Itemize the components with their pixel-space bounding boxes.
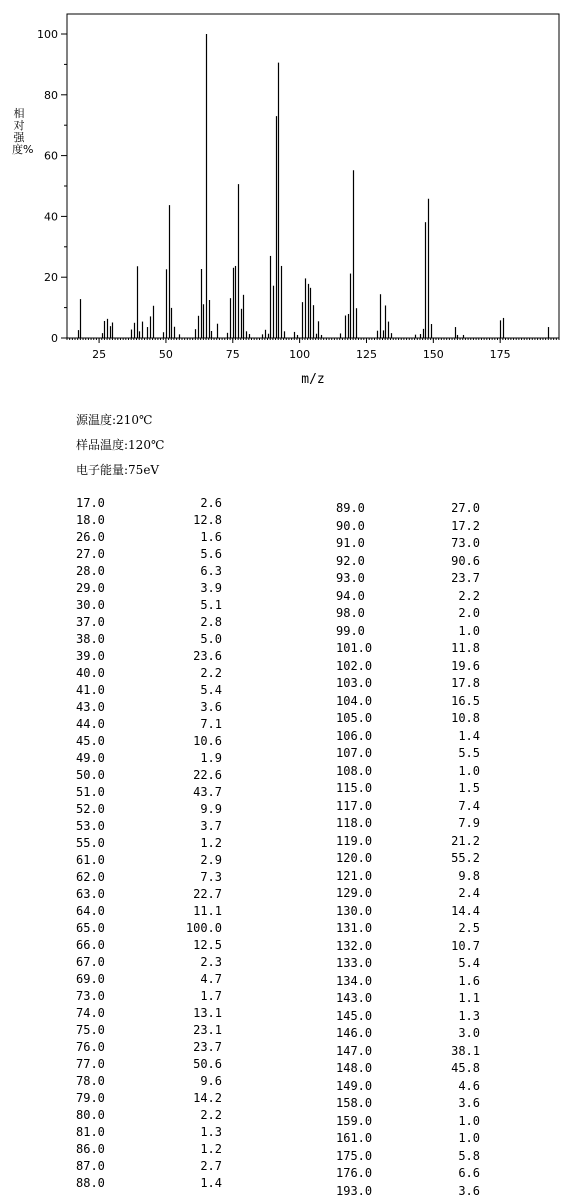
x-axis-label: m/z [301,372,325,387]
mz-value: 87.0 [76,1159,105,1173]
mz-value: 93.0 [336,571,365,585]
mz-value: 86.0 [76,1142,105,1156]
mz-value: 28.0 [76,564,105,578]
intensity-value: 3.6 [458,1096,480,1110]
mz-value: 89.0 [336,501,365,515]
mz-value: 175.0 [336,1148,373,1163]
mz-value: 64.0 [76,904,105,918]
intensity-value: 2.6 [200,496,222,510]
mz-value: 193.0 [336,1183,373,1198]
mz-value: 73.0 [76,989,105,1003]
intensity-value: 2.3 [200,955,222,969]
mz-value: 91.0 [336,536,365,550]
source-temperature: 源温度:210℃ [76,413,153,427]
intensity-value: 11.1 [193,904,222,918]
intensity-value: 7.4 [458,798,480,813]
mz-value: 98.0 [336,606,365,620]
intensity-value: 5.8 [458,1148,480,1163]
mz-value: 107.0 [336,746,373,760]
x-tick-label: 175 [489,348,511,361]
intensity-value: 45.8 [451,1061,480,1075]
intensity-value: 5.6 [200,547,222,561]
mz-value: 147.0 [336,1043,373,1058]
intensity-value: 1.0 [458,1113,480,1128]
intensity-value: 23.7 [451,571,480,585]
mz-value: 44.0 [76,717,105,731]
intensity-value: 6.3 [200,564,222,578]
mz-value: 63.0 [76,887,105,901]
mz-value: 80.0 [76,1108,105,1122]
mz-value: 50.0 [76,768,105,782]
intensity-value: 5.4 [200,683,222,697]
mz-value: 121.0 [336,868,373,883]
intensity-value: 11.8 [451,641,480,655]
intensity-value: 14.2 [193,1091,222,1105]
x-tick-label: 150 [422,348,444,361]
x-tick-label: 50 [158,348,173,361]
mz-value: 55.0 [76,836,105,850]
intensity-value: 5.5 [458,746,480,760]
intensity-value: 10.6 [193,734,222,748]
x-tick-label: 25 [92,348,107,361]
intensity-value: 1.2 [200,1142,222,1156]
mz-value: 51.0 [76,785,105,799]
mz-value: 40.0 [76,666,105,680]
intensity-value: 2.2 [200,666,222,680]
mz-value: 104.0 [336,693,373,708]
intensity-value: 1.1 [458,991,480,1005]
mz-value: 78.0 [76,1074,105,1088]
mz-value: 145.0 [336,1008,373,1023]
x-tick-label: 75 [225,348,240,361]
intensity-value: 55.2 [451,851,480,865]
mz-value: 106.0 [336,728,373,743]
mz-value: 53.0 [76,819,105,833]
intensity-value: 27.0 [451,501,480,515]
mz-value: 39.0 [76,649,105,663]
mz-value: 94.0 [336,588,365,603]
mz-value: 149.0 [336,1078,373,1093]
intensity-value: 21.2 [451,833,480,848]
intensity-value: 3.9 [200,581,222,595]
x-tick-label: 125 [355,348,377,361]
mz-value: 67.0 [76,955,105,969]
intensity-value: 5.4 [458,956,480,970]
intensity-value: 22.6 [193,768,222,782]
intensity-value: 3.0 [458,1026,480,1040]
intensity-value: 1.3 [200,1125,222,1139]
mz-value: 131.0 [336,921,373,935]
intensity-value: 4.6 [458,1078,480,1093]
intensity-value: 17.8 [451,676,480,690]
x-tick-label: 100 [289,348,311,361]
mz-value: 132.0 [336,938,373,953]
mz-value: 88.0 [76,1176,105,1190]
mz-value: 74.0 [76,1006,105,1020]
intensity-value: 2.8 [200,615,222,629]
mz-value: 81.0 [76,1125,105,1139]
intensity-value: 23.6 [193,649,222,663]
intensity-value: 2.0 [458,606,480,620]
intensity-value: 10.7 [451,938,480,953]
intensity-value: 1.0 [458,623,480,638]
mz-value: 159.0 [336,1113,373,1128]
mz-value: 120.0 [336,851,373,865]
mz-value: 102.0 [336,658,373,673]
sample-temperature: 样品温度:120℃ [76,438,165,452]
intensity-value: 19.6 [451,658,480,673]
intensity-value: 1.3 [458,1008,480,1023]
mz-value: 49.0 [76,751,105,765]
mz-value: 52.0 [76,802,105,816]
intensity-value: 1.4 [458,728,480,743]
intensity-value: 14.4 [451,903,480,918]
mz-value: 103.0 [336,676,373,690]
intensity-value: 2.2 [458,588,480,603]
intensity-value: 9.8 [458,868,480,883]
mz-value: 105.0 [336,711,373,725]
mz-value: 62.0 [76,870,105,884]
intensity-value: 1.5 [458,781,480,795]
intensity-value: 1.9 [200,751,222,765]
mz-value: 79.0 [76,1091,105,1105]
mz-value: 38.0 [76,632,105,646]
intensity-value: 7.1 [200,717,222,731]
intensity-value: 43.7 [193,785,222,799]
intensity-value: 7.3 [200,870,222,884]
intensity-value: 23.7 [193,1040,222,1054]
mz-value: 17.0 [76,496,105,510]
mz-value: 69.0 [76,972,105,986]
intensity-value: 9.6 [200,1074,222,1088]
y-tick-label: 80 [44,88,58,102]
y-axis-ticks [37,28,67,345]
mz-value: 146.0 [336,1026,373,1040]
mz-value: 37.0 [76,615,105,629]
mz-value: 117.0 [336,798,373,813]
intensity-value: 7.9 [458,816,480,830]
intensity-value: 3.6 [200,700,222,714]
intensity-value: 1.0 [458,763,480,778]
intensity-value: 2.7 [200,1159,222,1173]
y-tick-label: 100 [37,28,58,41]
intensity-value: 10.8 [451,711,480,725]
intensity-value: 2.2 [200,1108,222,1122]
mz-value: 118.0 [336,816,373,830]
y-tick-label: 0 [51,332,58,345]
electron-energy: 电子能量:75eV [76,463,160,477]
intensity-value: 1.0 [458,1131,480,1145]
mz-value: 30.0 [76,598,105,612]
intensity-value: 16.5 [451,693,480,708]
mz-value: 101.0 [336,641,373,655]
mz-value: 99.0 [336,623,365,638]
mz-value: 130.0 [336,903,373,918]
intensity-value: 23.1 [193,1023,222,1037]
mz-value: 129.0 [336,886,373,900]
mz-value: 119.0 [336,833,373,848]
intensity-value: 100.0 [185,921,222,935]
intensity-value: 73.0 [451,536,480,550]
intensity-value: 12.8 [193,513,222,527]
intensity-value: 2.9 [200,853,222,867]
mz-value: 158.0 [336,1096,373,1110]
mz-value: 115.0 [336,781,373,795]
mz-value: 61.0 [76,853,105,867]
intensity-value: 13.1 [193,1006,222,1020]
plot-frame [67,14,559,338]
intensity-value: 3.7 [200,819,222,833]
intensity-value: 17.2 [451,518,480,533]
mz-value: 77.0 [76,1057,105,1071]
intensity-value: 50.6 [193,1057,222,1071]
intensity-value: 3.6 [458,1183,480,1198]
mz-value: 143.0 [336,991,373,1005]
mz-value: 45.0 [76,734,105,748]
intensity-value: 1.7 [200,989,222,1003]
mz-value: 90.0 [336,518,365,533]
intensity-value: 1.2 [200,836,222,850]
mz-value: 148.0 [336,1061,373,1075]
mz-value: 29.0 [76,581,105,595]
intensity-value: 1.6 [458,973,480,988]
mz-value: 65.0 [76,921,105,935]
mz-value: 133.0 [336,956,373,970]
mz-value: 43.0 [76,700,105,714]
mass-spectrum-chart [0,0,570,395]
mz-value: 161.0 [336,1131,373,1145]
mz-value: 66.0 [76,938,105,952]
intensity-value: 5.1 [200,598,222,612]
mz-value: 75.0 [76,1023,105,1037]
intensity-value: 5.0 [200,632,222,646]
intensity-value: 90.6 [451,553,480,568]
intensity-value: 22.7 [193,887,222,901]
y-tick-label: 60 [44,149,58,163]
y-axis-label: 相对强度% [12,107,34,156]
mz-value: 76.0 [76,1040,105,1054]
y-tick-label: 20 [44,271,58,285]
intensity-value: 2.4 [458,886,480,900]
mz-value: 41.0 [76,683,105,697]
mz-value: 18.0 [76,513,105,527]
peak-bars [79,34,549,338]
intensity-value: 38.1 [451,1043,480,1058]
mz-value: 92.0 [336,553,365,568]
mz-value: 27.0 [76,547,105,561]
intensity-value: 12.5 [193,938,222,952]
mz-value: 176.0 [336,1166,373,1180]
mz-value: 134.0 [336,973,373,988]
intensity-value: 1.6 [200,530,222,544]
intensity-value: 1.4 [200,1176,222,1190]
intensity-value: 2.5 [458,921,480,935]
intensity-value: 6.6 [458,1166,480,1180]
y-tick-label: 40 [44,210,58,224]
mz-value: 108.0 [336,763,373,778]
intensity-value: 9.9 [200,802,222,816]
mz-value: 26.0 [76,530,105,544]
x-axis-ticks [92,338,511,361]
intensity-value: 4.7 [200,972,222,986]
